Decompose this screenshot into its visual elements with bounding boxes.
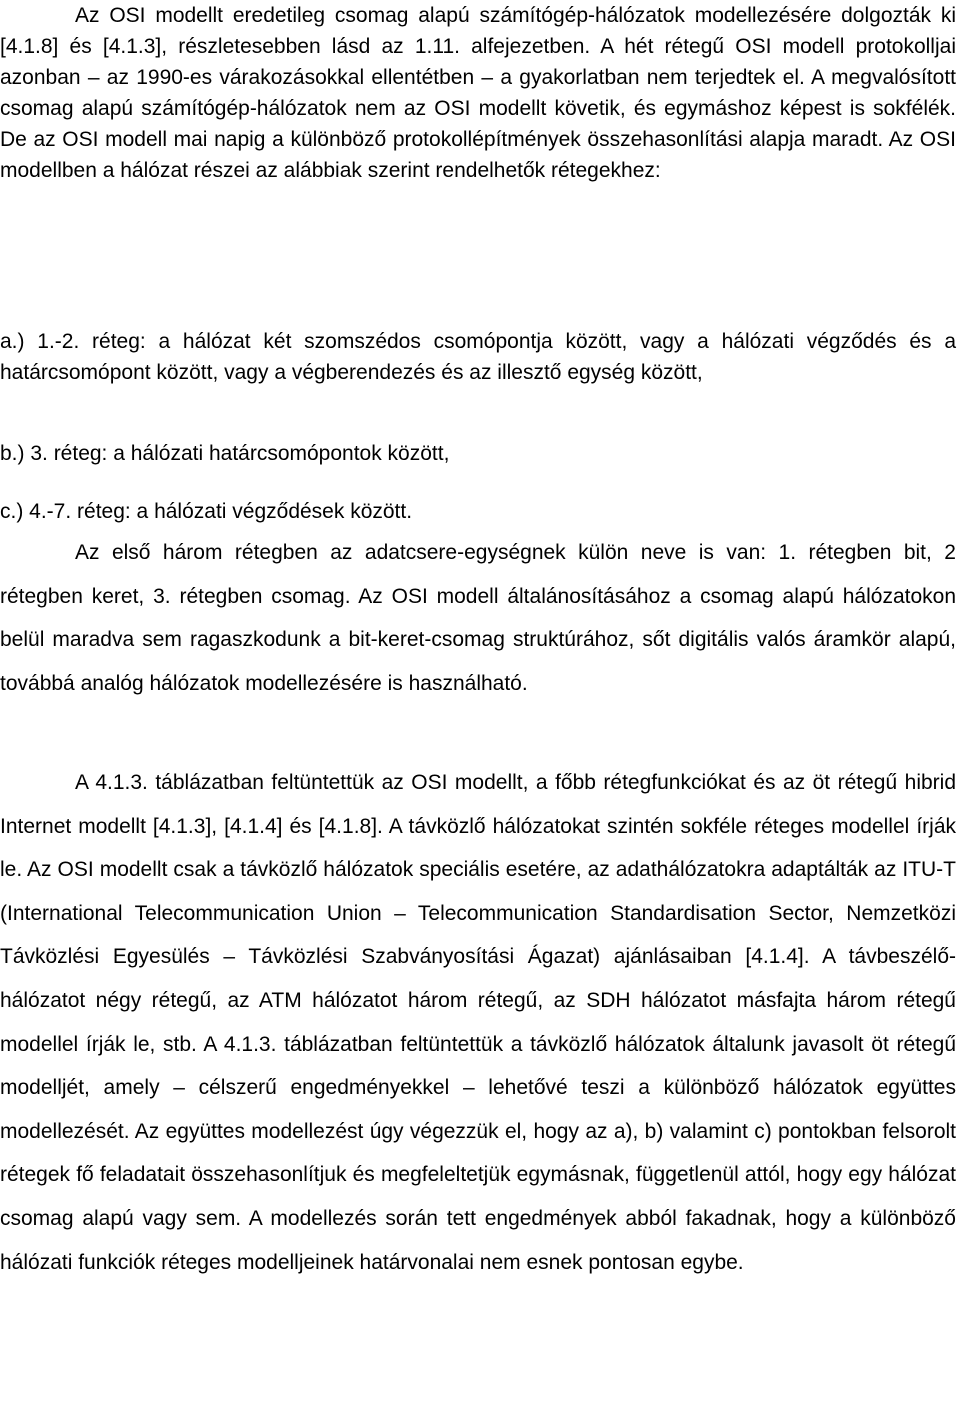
table-reference-paragraph: A 4.1.3. táblázatban feltüntettük az OSI modellt, a főbb rétegfunkciókat és az öt rétegű hibrid Internet modellt [4.1.3], [4.1.4] és [4.1.8]. A távközlő hálózatokat szintén sokféle réteges modellel írják le. Az OSI modellt csak a távközlő hálózatok speciális esetére, az adathálózatokra adaptálták az ITU-T (International Telecommunication Union – Telecommunication Standardisation Sector, Nemzetközi Távközlési Egyesülés – Távközlési Szabványosítási Ágazat) ajánlásaiban [4.1.4]. A távbeszélő-hálózatot négy rétegű, az ATM hálózatot három rétegű, az SDH hálózatot másfajta három rétegű modellel írják le, stb. A 4.1.3. táblázatban feltüntettük a távközlő hálózatok általunk javasolt öt rétegű modelljét, amely – célszerű engedményekkel – lehetővé teszi a különböző hálózatok együttes modellezését. Az együttes modellezést úgy végezzük el, hogy az a), b) valamint c) pontokban felsorolt rétegek fő feladatait összehasonlítjuk és megfeleltetjük egymásnak, függetlenül attól, hogy egy hálózat csomag alapú vagy sem. A modellezés során tett engedmények abból fakadnak, hogy a különböző hálózati funkciók réteges modelljeinek határvonalai nem esnek pontosan egybe.: [0, 771, 956, 1274]
list-item-b: b.) 3. réteg: a hálózati határcsomópontok között,: [0, 442, 450, 465]
list-item-c: c.) 4.-7. réteg: a hálózati végződések között.: [0, 500, 413, 523]
list-item-a: a.) 1.-2. réteg: a hálózat két szomszédos csomópontja között, vagy a hálózati végződés és a határcsomópont között, vagy a végberendezés és az illesztő egység között,: [0, 330, 956, 384]
intro-paragraph: Az OSI modellt eredetileg csomag alapú számítógép-hálózatok modellezésére dolgozták ki [4.1.8] és [4.1.3], részletesebben lásd az 1.11. alfejezetben. A hét rétegű OSI modell protokolljai azonban – az 1990-es várakozásokkal ellentétben – a gyakorlatban nem terjedtek el. A megvalósított csomag alapú számítógép-hálózatok nem az OSI modellt követik, és egymáshoz képest is sokfélék. De az OSI modell mai napig a különböző protokollépítmények összehasonlítási alapja maradt. Az OSI modellben a hálózat részei az alábbiak szerint rendelhetők rétegekhez:: [0, 4, 956, 182]
data-units-paragraph: Az első három rétegben az adatcsere-egységnek külön neve is van: 1. rétegben bit, 2 rétegben keret, 3. rétegben csomag. Az OSI modell általánosításához a csomag alapú hálózatokon belül maradva sem ragaszkodunk a bit-keret-csomag struktúrához, sőt digitális valós áramkör alapú, továbbá analóg hálózatok modellezésére is használható.: [0, 541, 956, 695]
